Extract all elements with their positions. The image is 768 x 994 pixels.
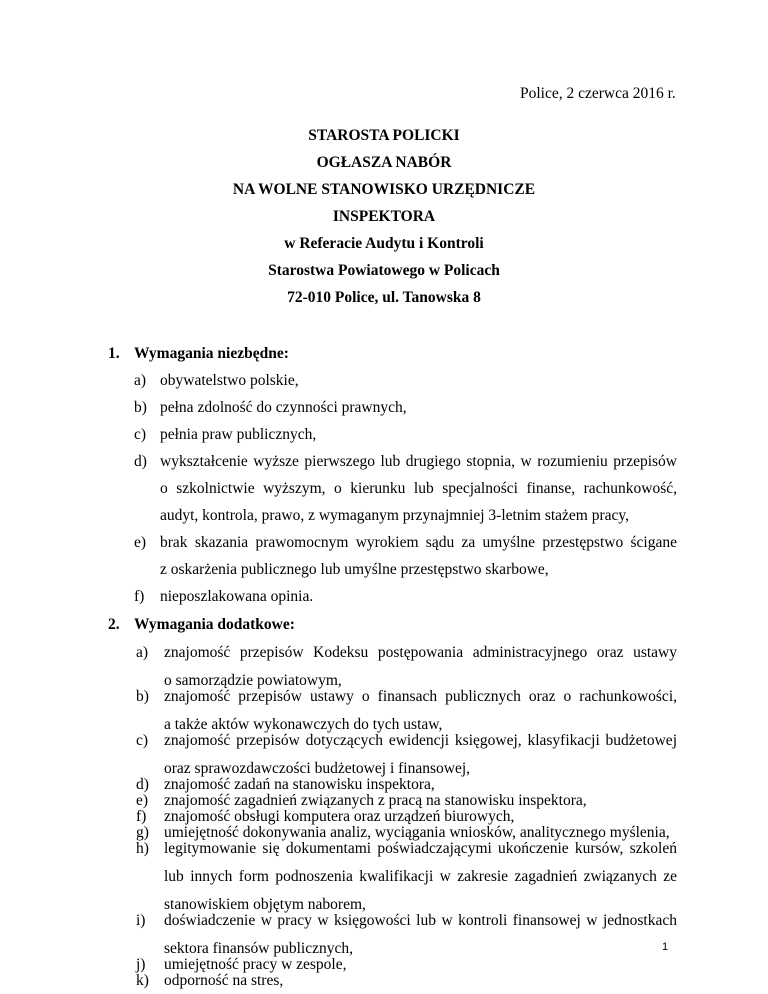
s2-item-d-text: znajomość zadań na stanowisku inspektora, — [164, 776, 435, 793]
section-1-number: 1. — [108, 345, 120, 362]
header-line-7: 72-010 Police, ul. Tanowska 8 — [287, 289, 481, 306]
header-line-4: INSPEKTORA — [332, 208, 436, 225]
s2-item-g-label: g) — [136, 824, 149, 841]
s1-item-f-text: nieposzlakowana opinia. — [160, 588, 314, 605]
document-date: Police, 2 czerwca 2016 r. — [520, 85, 676, 102]
s1-item-e-line-1: brak skazania prawomocnym wyrokiem sądu za umyślne przestępstwo ścigane — [160, 534, 677, 551]
s2-item-j-text: umiejętność pracy w zespole, — [164, 956, 347, 973]
s2-item-h-line-3: stanowiskiem objętym naborem, — [164, 896, 366, 913]
s2-item-a-line-2: o samorządzie powiatowym, — [164, 672, 342, 689]
s2-item-i-line-2: sektora finansów publicznych, — [164, 940, 353, 957]
s2-item-e-text: znajomość zagadnień związanych z pracą na stanowisku inspektora, — [164, 792, 587, 809]
s1-item-d-line-1: wykształcenie wyższe pierwszego lub drugiego stopnia, w rozumieniu przepisów — [160, 453, 677, 470]
s2-item-a-label: a) — [136, 644, 149, 661]
s2-item-d-label: d) — [136, 776, 149, 793]
s2-item-f-label: f) — [136, 808, 147, 825]
s2-item-b-label: b) — [136, 688, 149, 705]
s1-item-b-label: b) — [134, 399, 147, 416]
s2-item-i-label: i) — [136, 912, 146, 929]
s2-item-j-label: j) — [136, 956, 146, 973]
s2-item-h-line-2: lub innych form podnoszenia kwalifikacji w zakresie zagadnień związanych ze — [164, 868, 677, 885]
s2-item-k-label: k) — [136, 972, 149, 989]
s1-item-a-text: obywatelstwo polskie, — [160, 372, 299, 389]
s1-item-c-text: pełnia praw publicznych, — [160, 426, 317, 443]
s2-item-h-label: h) — [136, 840, 149, 857]
s1-item-d-line-2: o szkolnictwie wyższym, o kierunku lub specjalności finanse, rachunkowość, — [160, 480, 677, 497]
s1-item-d-label: d) — [134, 453, 147, 470]
s2-item-h-line-1: legitymowanie się dokumentami poświadczającymi ukończenie kursów, szkoleń — [164, 840, 677, 857]
header-line-3: NA WOLNE STANOWISKO URZĘDNICZE — [232, 181, 536, 198]
s1-item-a-label: a) — [134, 372, 147, 389]
header-line-6: Starostwa Powiatowego w Policach — [268, 262, 500, 279]
s2-item-c-label: c) — [136, 732, 149, 749]
s1-item-d-line-3: audyt, kontrola, prawo, z wymaganym przynajmniej 3-letnim stażem pracy, — [160, 507, 630, 524]
s2-item-e-label: e) — [136, 792, 149, 809]
s1-item-c-label: c) — [134, 426, 147, 443]
s1-item-e-line-2: z oskarżenia publicznego lub umyślne przestępstwo skarbowe, — [160, 561, 549, 578]
s1-item-b-text: pełna zdolność do czynności prawnych, — [160, 399, 407, 416]
section-2-title: Wymagania dodatkowe: — [134, 616, 295, 633]
s2-item-i-line-1: doświadczenie w pracy w księgowości lub w kontroli finansowej w jednostkach — [164, 912, 677, 929]
s2-item-g-text: umiejętność dokonywania analiz, wyciągania wniosków, analitycznego myślenia, — [164, 824, 670, 841]
s1-item-f-label: f) — [134, 588, 145, 605]
s2-item-c-line-2: oraz sprawozdawczości budżetowej i finansowej, — [164, 760, 471, 777]
s2-item-b-line-1: znajomość przepisów ustawy o finansach publicznych oraz o rachunkowości, — [164, 688, 677, 705]
s2-item-c-line-1: znajomość przepisów dotyczących ewidencji księgowej, klasyfikacji budżetowej — [164, 732, 677, 749]
s2-item-a-line-1: znajomość przepisów Kodeksu postępowania administracyjnego oraz ustawy — [164, 644, 677, 661]
header-line-2: OGŁASZA NABÓR — [316, 154, 452, 171]
s2-item-k-text: odporność na stres, — [164, 972, 284, 989]
header-line-1: STAROSTA POLICKI — [308, 127, 460, 144]
s1-item-e-label: e) — [134, 534, 147, 551]
s2-item-b-line-2: a także aktów wykonawczych do tych ustaw, — [164, 716, 443, 733]
header-line-5: w Referacie Audytu i Kontroli — [284, 235, 484, 252]
page-number: 1 — [662, 941, 669, 953]
section-2-number: 2. — [108, 616, 120, 633]
section-1-title: Wymagania niezbędne: — [134, 345, 289, 362]
s2-item-f-text: znajomość obsługi komputera oraz urządzeń biurowych, — [164, 808, 515, 825]
